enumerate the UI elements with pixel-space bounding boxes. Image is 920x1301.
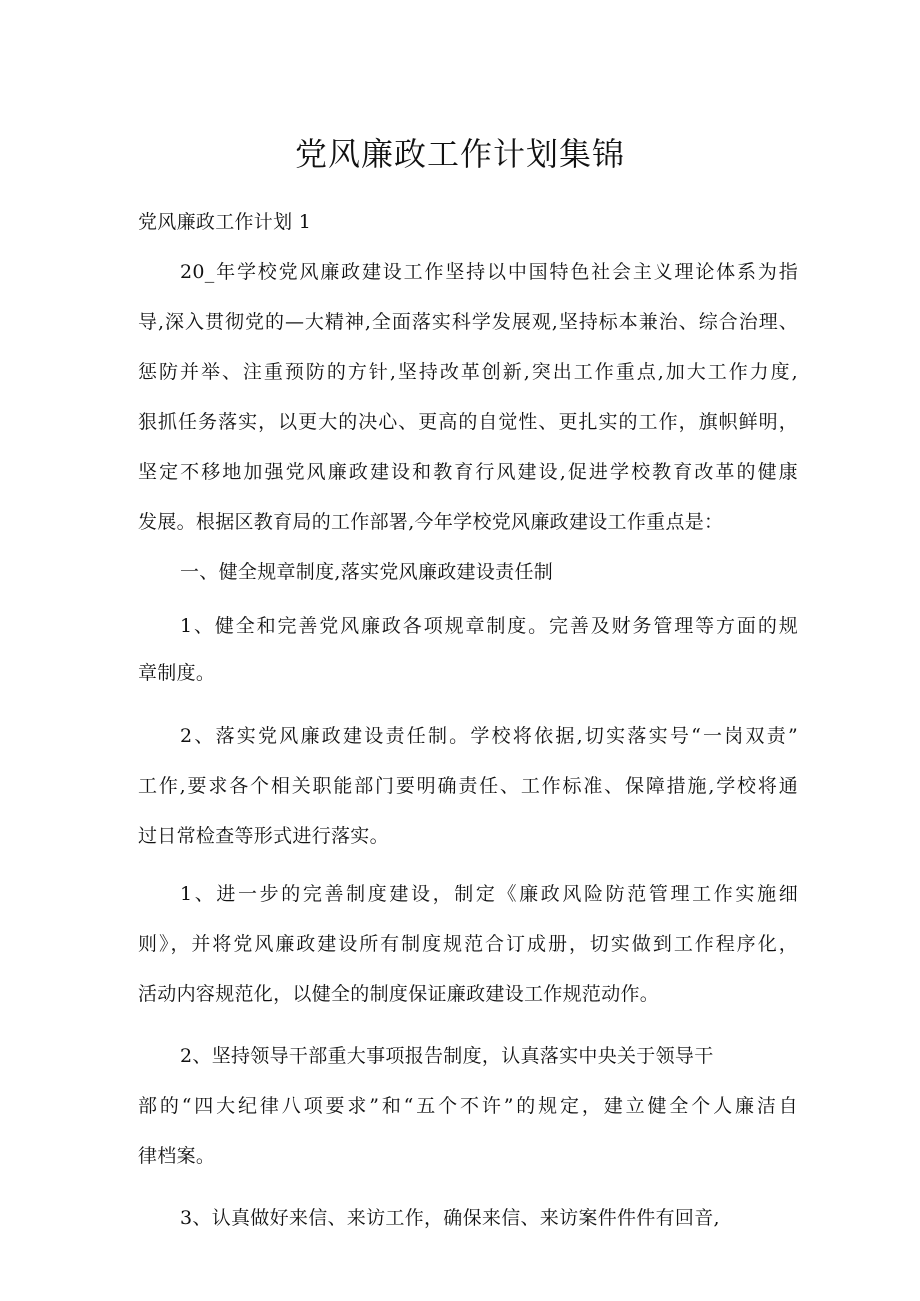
paragraph-line: 2、落实党风廉政建设责任制。学校将依据,切实落实号“一岗双责” <box>180 725 798 747</box>
paragraph-line: 部的“四大纪律八项要求”和“五个不许”的规定，建立健全个人廉洁自 <box>138 1095 798 1117</box>
paragraph-line: 活动内容规范化，以健全的制度保证廉政建设工作规范动作。 <box>138 983 660 1005</box>
document-title: 党风廉政工作计划集锦 <box>294 135 625 173</box>
paragraph-line: 3、认真做好来信、来访工作，确保来信、来访案件件件有回音, <box>180 1207 720 1229</box>
paragraph-line: 1、进一步的完善制度建设，制定《廉政风险防范管理工作实施细 <box>180 883 798 905</box>
paragraph-line: 导,深入贯彻党的—大精神,全面落实科学发展观,坚持标本兼治、综合治理、 <box>138 311 798 333</box>
paragraph-line: 过日常检查等形式进行落实。 <box>138 825 389 847</box>
paragraph-line: 章制度。 <box>138 662 216 684</box>
subheading-line: 一、健全规章制度,落实党风廉政建设责任制 <box>180 561 554 583</box>
paragraph-line: 发展。根据区教育局的工作部署,今年学校党风廉政建设工作重点是： <box>138 511 724 533</box>
paragraph-line: 律档案。 <box>138 1145 216 1167</box>
paragraph-line: 则》，并将党风廉政建设所有制度规范合订成册，切实做到工作程序化， <box>138 933 798 955</box>
paragraph-line: 惩防并举、注重预防的方针,坚持改革创新,突出工作重点,加大工作力度, <box>138 361 798 383</box>
paragraph-line: 坚定不移地加强党风廉政建设和教育行风建设,促进学校教育改革的健康 <box>138 461 798 483</box>
paragraph-line: 1、健全和完善党风廉政各项规章制度。完善及财务管理等方面的规 <box>180 615 798 637</box>
section-heading: 党风廉政工作计划 1 <box>138 211 312 233</box>
paragraph-line: 2、坚持领导干部重大事项报告制度，认真落实中央关于领导干 <box>180 1045 714 1067</box>
paragraph-line: 20_年学校党风廉政建设工作坚持以中国特色社会主义理论体系为指 <box>180 261 798 283</box>
paragraph-line: 工作,要求各个相关职能部门要明确责任、工作标准、保障措施,学校将通 <box>138 775 798 797</box>
paragraph-line: 狠抓任务落实，以更大的决心、更高的自觉性、更扎实的工作，旗帜鲜明， <box>138 411 798 433</box>
